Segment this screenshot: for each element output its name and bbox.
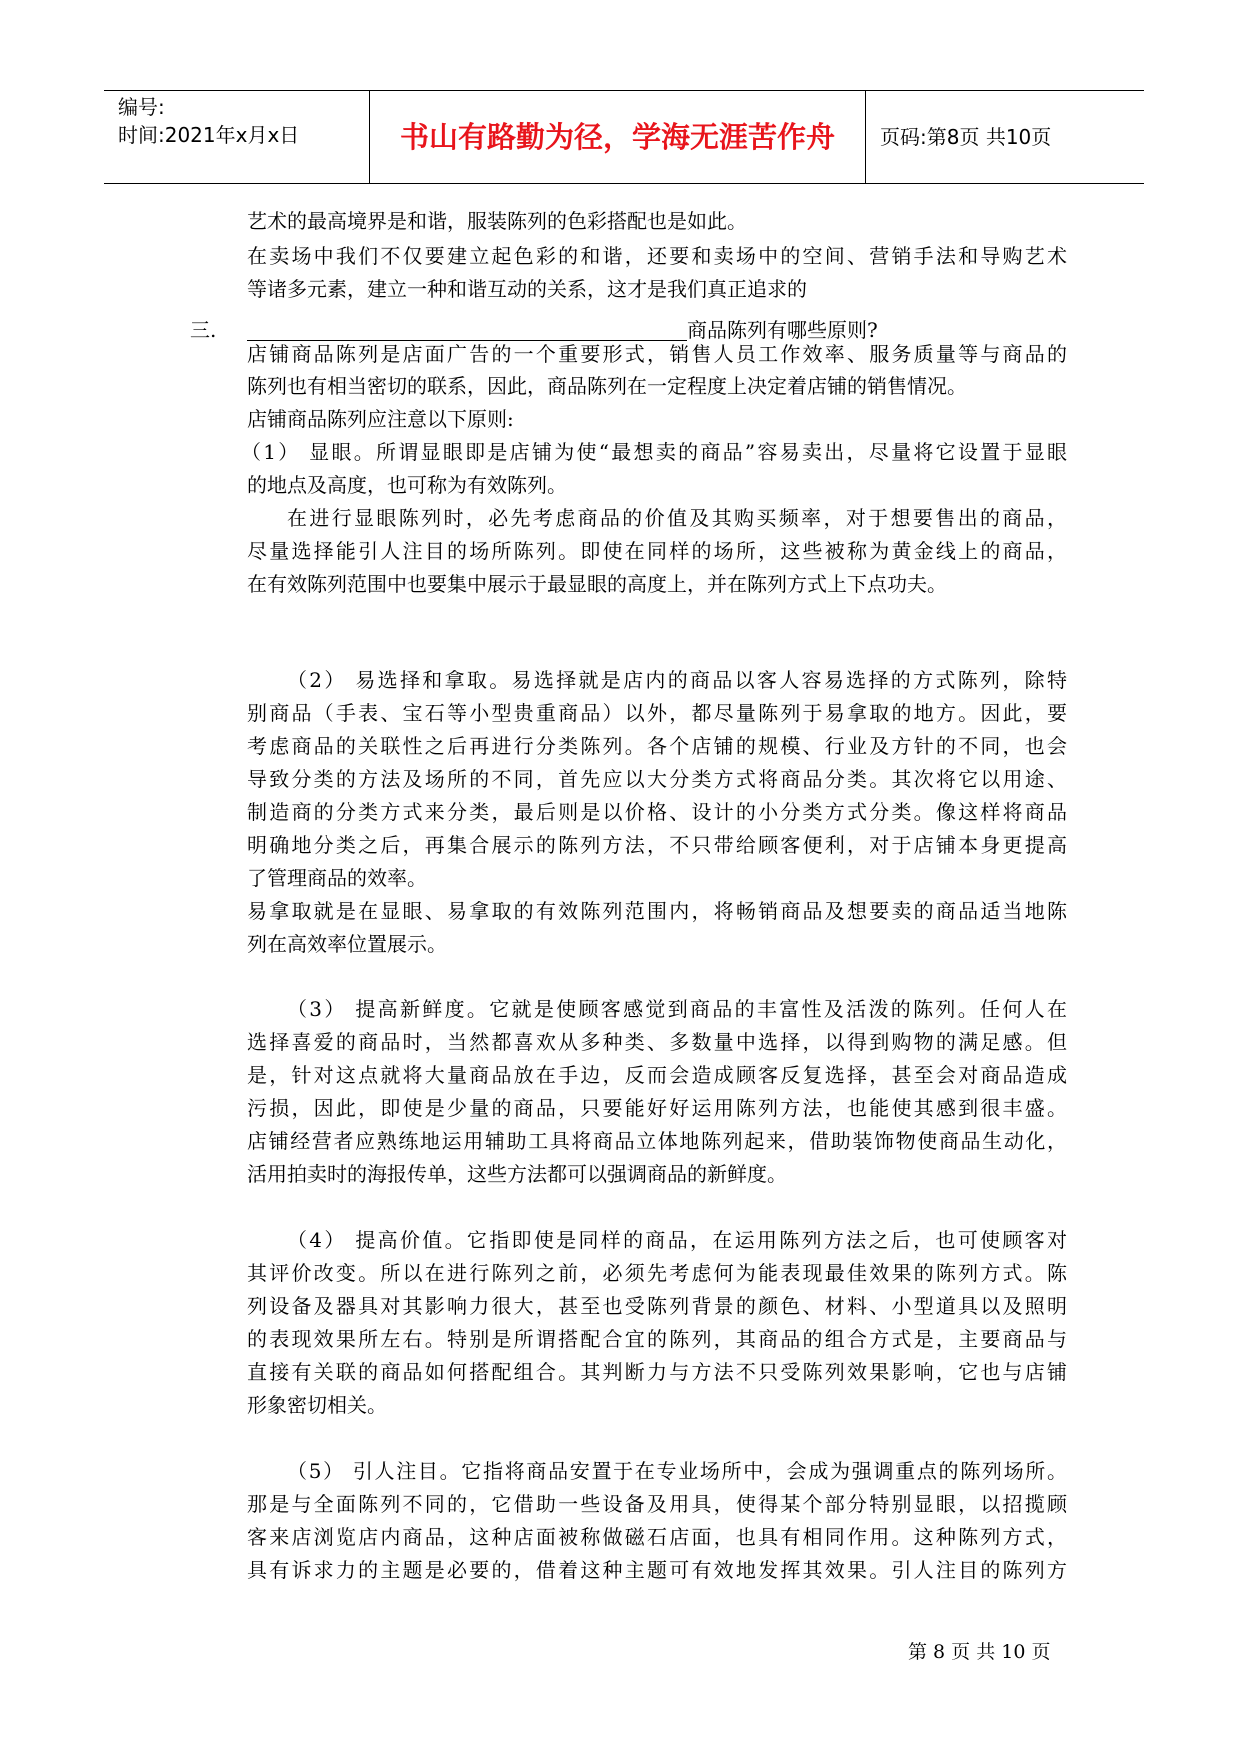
body-line: 选择喜爱的商品时，当然都喜欢从多种类、多数量中选择，以得到购物的满足感。但 [247,1030,1067,1054]
section-question: 商品陈列有哪些原则? [687,318,878,342]
body-line: （1） 显眼。所谓显眼即是店铺为使“最想卖的商品”容易卖出，尽量将它设置于显眼 [241,440,1067,464]
header-info-cell [104,91,370,183]
body-line: 直接有关联的商品如何搭配组合。其判断力与方法不只受陈列效果影响，它也与店铺 [247,1360,1067,1384]
body-line: 了管理商品的效率。 [247,866,427,890]
body-line: （3） 提高新鲜度。它就是使顾客感觉到商品的丰富性及活泼的陈列。任何人在 [287,997,1067,1021]
body-line: 其评价改变。所以在进行陈列之前，必须先考虑何为能表现最佳效果的陈列方式。陈 [247,1261,1067,1285]
section-three-heading [190,314,890,347]
body-line: 易拿取就是在显眼、易拿取的有效陈列范围内，将畅销商品及想要卖的商品适当地陈 [247,899,1067,923]
body-line: 形象密切相关。 [247,1393,387,1417]
body-line: 列设备及器具对其影响力很大，甚至也受陈列背景的颜色、材料、小型道具以及照明 [247,1294,1067,1318]
header-page-code: 页码:第8页 共10页 [880,125,1052,149]
body-line: （2） 易选择和拿取。易选择就是店内的商品以客人容易选择的方式陈列，除特 [287,668,1067,692]
body-line: 店铺经营者应熟练地运用辅助工具将商品立体地陈列起来，借助装饰物使商品生动化， [247,1129,1067,1153]
body-line: （4） 提高价值。它指即使是同样的商品，在运用陈列方法之后，也可使顾客对 [287,1228,1067,1252]
body-line: 的表现效果所左右。特别是所谓搭配合宜的陈列，其商品的组合方式是，主要商品与 [247,1327,1067,1351]
body-line: 制造商的分类方式来分类，最后则是以价格、设计的小分类方式分类。像这样将商品 [247,800,1067,824]
body-line: 导致分类的方法及场所的不同，首先应以大分类方式将商品分类。其次将它以用途、 [247,767,1067,791]
document-number-label: 编号: [118,95,165,119]
body-line: （5） 引人注目。它指将商品安置于在专业场所中，会成为强调重点的陈列场所。 [287,1459,1067,1483]
page-header [104,90,1144,184]
body-line: 客来店浏览店内商品，这种店面被称做磁石店面，也具有相同作用。这种陈列方式， [247,1525,1067,1549]
body-line: 陈列也有相当密切的联系，因此，商品陈列在一定程度上决定着店铺的销售情况。 [247,374,967,398]
section-number: 三. [190,318,217,342]
body-line: 别商品（手表、宝石等小型贵重商品）以外，都尽量陈列于易拿取的地方。因此，要 [247,701,1067,725]
body-line: 具有诉求力的主题是必要的，借着这种主题可有效地发挥其效果。引人注目的陈列方 [247,1558,1067,1582]
body-line: 考虑商品的关联性之后再进行分类陈列。各个店铺的规模、行业及方针的不同，也会 [247,734,1067,758]
header-motto: 书山有路勤为径，学海无涯苦作舟 [370,91,866,183]
body-line: 艺术的最高境界是和谐，服装陈列的色彩搭配也是如此。 [247,209,747,233]
body-line: 尽量选择能引人注目的场所陈列。即使在同样的场所，这些被称为黄金线上的商品， [247,539,1067,563]
body-line: 的地点及高度，也可称为有效陈列。 [247,473,567,497]
body-line: 那是与全面陈列不同的，它借助一些设备及用具，使得某个部分特别显眼，以招揽顾 [247,1492,1067,1516]
body-line: 明确地分类之后，再集合展示的陈列方法，不只带给顾客便利，对于店铺本身更提高 [247,833,1067,857]
page-footer: 第 8 页 共 10 页 [908,1641,1051,1663]
body-line: 等诸多元素，建立一种和谐互动的关系，这才是我们真正追求的 [247,277,807,301]
body-line: 在有效陈列范围中也要集中展示于最显眼的高度上，并在陈列方式上下点功夫。 [247,572,947,596]
fill-in-blank-line [247,318,687,341]
body-line: 列在高效率位置展示。 [247,932,447,956]
body-line: 店铺商品陈列应注意以下原则: [247,407,514,431]
body-line: 在卖场中我们不仅要建立起色彩的和谐，还要和卖场中的空间、营销手法和导购艺术 [247,244,1067,268]
body-line: 店铺商品陈列是店面广告的一个重要形式，销售人员工作效率、服务质量等与商品的 [247,342,1067,366]
body-line: 活用拍卖时的海报传单，这些方法都可以强调商品的新鲜度。 [247,1162,787,1186]
body-line: 是，针对这点就将大量商品放在手边，反而会造成顾客反复选择，甚至会对商品造成 [247,1063,1067,1087]
document-time-label: 时间:2021年x月x日 [118,123,300,147]
body-line: 在进行显眼陈列时，必先考虑商品的价值及其购买频率，对于想要售出的商品， [287,506,1067,530]
body-line: 污损，因此，即使是少量的商品，只要能好好运用陈列方法，也能使其感到很丰盛。 [247,1096,1067,1120]
